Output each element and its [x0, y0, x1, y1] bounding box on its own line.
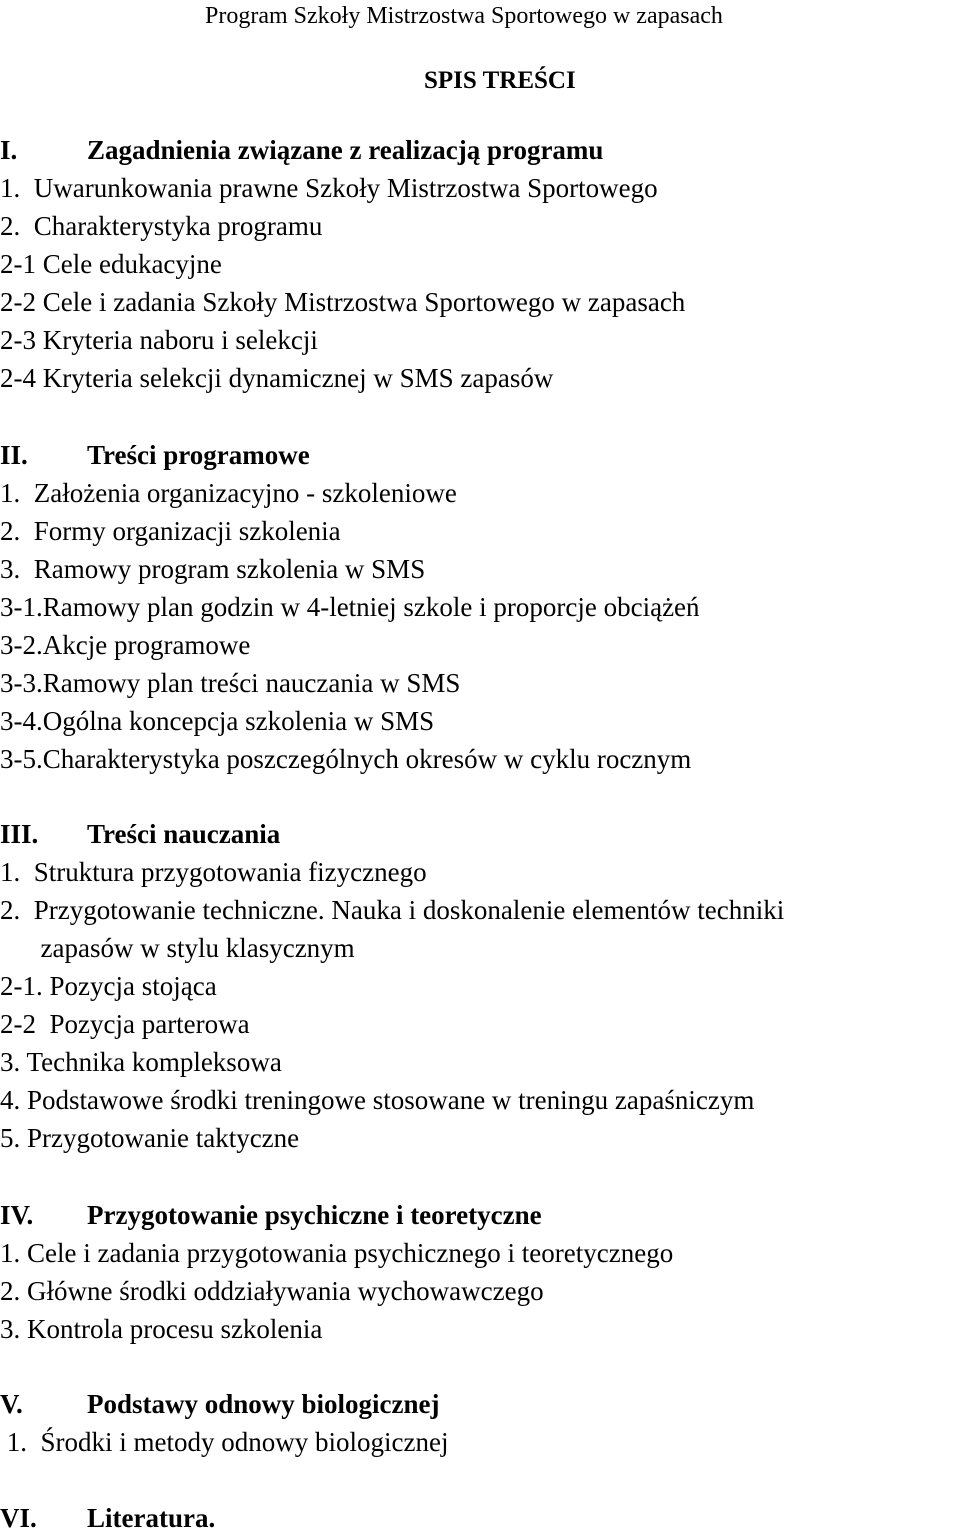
- section-title: Przygotowanie psychiczne i teoretyczne: [87, 1200, 542, 1230]
- toc-entry: 2-2 Pozycja parterowa: [0, 1009, 250, 1039]
- toc-entry: 3. Kontrola procesu szkolenia: [0, 1314, 323, 1344]
- section-title: Zagadnienia związane z realizacją programu: [87, 135, 604, 165]
- toc-entry: 3-3.Ramowy plan treści nauczania w SMS: [0, 668, 461, 698]
- section-title: Treści nauczania: [87, 819, 281, 849]
- section-heading: [0, 436, 310, 474]
- toc-entry: 4. Podstawowe środki treningowe stosowane w treningu zapaśniczym: [0, 1085, 755, 1115]
- toc-entry: 2. Formy organizacji szkolenia: [0, 516, 341, 546]
- toc-entry: 5. Przygotowanie taktyczne: [0, 1123, 300, 1153]
- section-number: V.: [0, 1389, 23, 1419]
- section-heading: [0, 1385, 440, 1423]
- toc-entry: 3. Technika kompleksowa: [0, 1047, 282, 1077]
- section-number: IV.: [0, 1200, 34, 1230]
- toc-entry: 2. Charakterystyka programu: [0, 211, 323, 241]
- section-number: I.: [0, 135, 18, 165]
- toc-entry: 1. Środki i metody odnowy biologicznej: [0, 1427, 449, 1457]
- section-title: Treści programowe: [87, 440, 310, 470]
- toc-entry: 1. Struktura przygotowania fizycznego: [0, 857, 427, 887]
- toc-entry: 3-1.Ramowy plan godzin w 4-letniej szkole i proporcje obciążeń: [0, 592, 700, 622]
- toc-entry: 2-2 Cele i zadania Szkoły Mistrzostwa Sportowego w zapasach: [0, 287, 686, 317]
- toc-entry: 1. Założenia organizacyjno - szkoleniowe: [0, 478, 457, 508]
- toc-entry: 2-1. Pozycja stojąca: [0, 971, 217, 1001]
- toc-entry: 2-3 Kryteria naboru i selekcji: [0, 325, 318, 355]
- section-title: Podstawy odnowy biologicznej: [87, 1389, 440, 1419]
- section-heading: [0, 1196, 542, 1234]
- section-number: II.: [0, 440, 28, 470]
- toc-entry: 1. Uwarunkowania prawne Szkoły Mistrzostwa Sportowego: [0, 173, 658, 203]
- toc-entry: 1. Cele i zadania przygotowania psychicznego i teoretycznego: [0, 1238, 674, 1268]
- section-title: Literatura.: [87, 1503, 216, 1533]
- section-heading: [0, 815, 280, 853]
- toc-entry: 3. Ramowy program szkolenia w SMS: [0, 554, 426, 584]
- section-heading: [0, 1499, 215, 1537]
- toc-entry: 3-5.Charakterystyka poszczególnych okresów w cyklu rocznym: [0, 744, 692, 774]
- page-header: Program Szkoły Mistrzostwa Sportowego w zapasach: [205, 3, 723, 29]
- toc-entry: 3-2.Akcje programowe: [0, 630, 251, 660]
- toc-title: SPIS TREŚCI: [424, 67, 576, 94]
- toc-entry: 2-4 Kryteria selekcji dynamicznej w SMS zapasów: [0, 363, 554, 393]
- section-number: III.: [0, 819, 39, 849]
- section-number: VI.: [0, 1503, 37, 1533]
- toc-entry: 2. Główne środki oddziaływania wychowawczego: [0, 1276, 544, 1306]
- toc-entry: 2. Przygotowanie techniczne. Nauka i doskonalenie elementów techniki: [0, 895, 785, 925]
- section-heading: [0, 131, 603, 169]
- toc-entry: 3-4.Ogólna koncepcja szkolenia w SMS: [0, 706, 435, 736]
- toc-entry: zapasów w stylu klasycznym: [0, 933, 355, 963]
- toc-entry: 2-1 Cele edukacyjne: [0, 249, 222, 279]
